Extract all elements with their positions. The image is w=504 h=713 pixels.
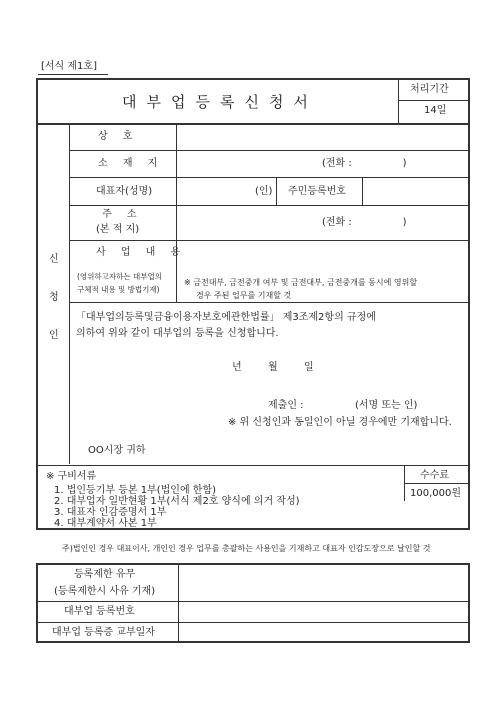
document-item-4: 4. 대부계약서 사본 1부 xyxy=(54,518,157,529)
fee-value: 100,000원 xyxy=(410,488,462,499)
business-hint-1: ※ 금전대부, 금전중개 여부 및 금전대부, 금전중개를 동시에 영위할 xyxy=(184,278,418,287)
registration-number-label: 대부업 등록번호 xyxy=(64,606,135,617)
registration-number-field[interactable] xyxy=(180,603,468,621)
form-title: 대부업등록신청서 xyxy=(122,93,318,111)
restriction-field[interactable] xyxy=(180,565,468,600)
trade-name-label: 상 호 xyxy=(98,131,139,142)
date-day: 일 xyxy=(304,362,314,373)
issue-date-label: 대부업 등록증 교부일자 xyxy=(52,627,155,638)
submitter-label: 제출인 : xyxy=(268,400,304,411)
document-item-2: 2. 대부업자 일반현황 1부(서식 제2호 양식에 의거 작성) xyxy=(54,496,300,507)
representative-field[interactable] xyxy=(178,179,250,203)
form-tag: [서식 제1호] xyxy=(41,61,97,72)
representative-label: 대표자(성명) xyxy=(96,186,153,197)
side-label-2: 청 xyxy=(49,292,59,303)
side-label-1: 신 xyxy=(49,254,59,265)
statement-line-2: 의하여 위와 같이 대부업의 등록을 신청합니다. xyxy=(76,328,279,339)
location-phone: (전화 : ) xyxy=(322,158,407,169)
submitter-condition-note: ※ 위 신청인과 동일인이 아닐 경우에만 기재합니다. xyxy=(228,417,452,428)
location-field[interactable] xyxy=(178,152,318,176)
fee-label: 수수료 xyxy=(420,470,449,481)
address-sub-label: (본 적 지) xyxy=(96,224,140,235)
restriction-label: 등록제한 유무 xyxy=(74,569,136,580)
date-year: 년 xyxy=(232,362,242,373)
address-label: 주 소 xyxy=(102,209,143,220)
side-label-3: 인 xyxy=(49,330,59,341)
seal-mark: (인) xyxy=(255,186,273,197)
date-month: 월 xyxy=(268,362,278,373)
submitter-field[interactable] xyxy=(310,396,360,412)
business-field[interactable] xyxy=(178,242,468,274)
address-field[interactable] xyxy=(178,207,318,239)
signature-note: (서명 또는 인) xyxy=(355,400,418,411)
trade-name-field[interactable] xyxy=(178,125,468,149)
address-phone: (전화 : ) xyxy=(322,217,407,228)
processing-label: 처리기간 xyxy=(410,84,449,95)
footnote: 주)법인인 경우 대표이사, 개인인 경우 업무를 총괄하는 사용인을 기재하고 대표자 인감도장으로 날인할 것 xyxy=(62,544,431,553)
business-hint-2: 경우 주된 업무를 기재할 것 xyxy=(196,291,292,300)
document-item-1: 1. 법인등기부 등본 1부(법인에 한함) xyxy=(54,485,217,496)
processing-value: 14일 xyxy=(424,105,447,116)
documents-title: ※ 구비서류 xyxy=(46,471,97,482)
location-label: 소 재 지 xyxy=(98,158,164,169)
business-label: 사 업 내 용 xyxy=(96,247,187,258)
business-note-1: (영위하고자하는 대부업의 xyxy=(77,272,163,281)
document-item-3: 3. 대표자 인감증명서 1부 xyxy=(54,507,167,518)
resident-no-field[interactable] xyxy=(364,179,468,203)
resident-no-label: 주민등록번호 xyxy=(288,186,346,197)
business-note-2: 구체적 내용 및 방법기재) xyxy=(77,285,160,294)
restriction-sub-label: (등록제한시 사유 기재) xyxy=(54,586,156,597)
issue-date-field[interactable] xyxy=(180,624,468,641)
addressee: OO시장 귀하 xyxy=(88,445,146,456)
statement-line-1: 「대부업의등록및금융이용자보호에관한법률」 제3조제2항의 규정에 xyxy=(76,312,376,323)
